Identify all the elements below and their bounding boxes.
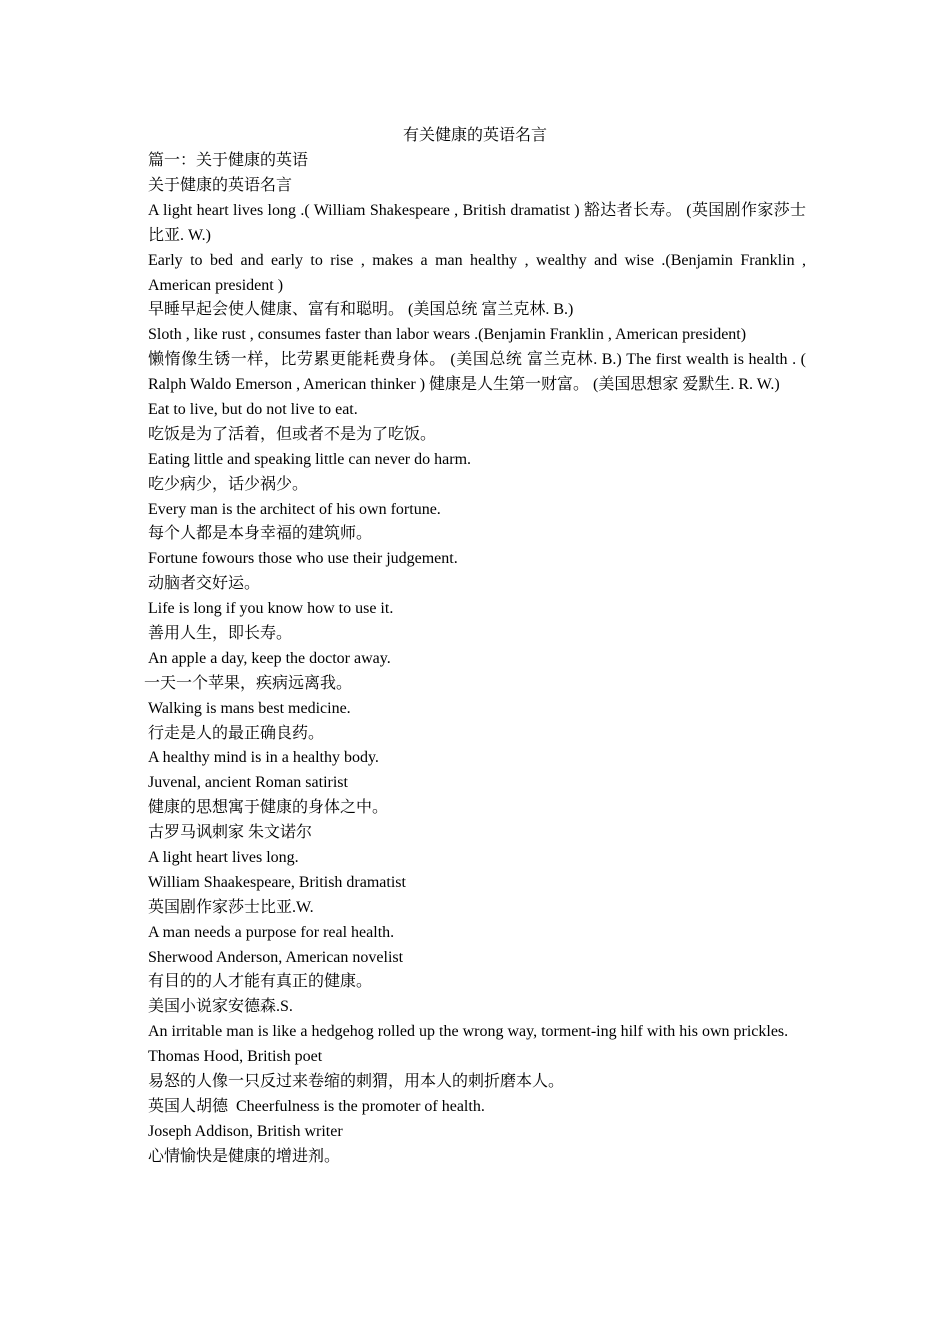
text-line: 每个人都是本身幸福的建筑师。 — [148, 525, 373, 543]
text-paragraph: 懒惰像生锈一样，比劳累更能耗费身体。 (美国总统 富兰克林. B.) The first wealth is health . ( Ralph Waldo Emerson , American thinker ) 健康是人生第一财富。 (美国思想家 爱默生. R. W.) — [148, 351, 806, 394]
text-line: 善用人生，即长寿。 — [148, 625, 293, 643]
text-line: Juvenal, ancient Roman satirist — [148, 774, 348, 792]
text-line: A man needs a purpose for real health. — [148, 923, 395, 941]
document-title: 有关健康的英语名言 — [402, 127, 547, 144]
text-line: A light heart lives long. — [148, 849, 299, 867]
text-line: Eat to live, but do not live to eat. — [148, 401, 358, 418]
text-line: Joseph Addison, British writer — [148, 1122, 343, 1140]
text-line: 英国剧作家莎士比亚.W. — [148, 898, 314, 916]
text-line: A healthy mind is in a healthy body. — [148, 749, 379, 767]
text-paragraph: A light heart lives long .( William Shakespeare , British dramatist ) 豁达者长寿。 (英国剧作家莎士比亚. W.) — [148, 201, 806, 244]
text-line: 早睡早起会使人健康、富有和聪明。 (美国总统 富兰克林. B.) — [148, 301, 574, 319]
text-line: 英国人胡德 Cheerfulness is the promoter of health. — [148, 1097, 485, 1115]
text-line: Sloth , like rust , consumes faster than labor wears .(Benjamin Franklin , American president) — [148, 326, 747, 344]
text-line: 篇一：关于健康的英语 — [148, 152, 309, 169]
text-line: 一天一个苹果，疾病远离我。 — [144, 674, 353, 692]
text-line: 古罗马讽刺家 朱文诺尔 — [148, 824, 313, 842]
text-line: 吃少病少，话少祸少。 — [148, 475, 309, 493]
text-line: 易怒的人像一只反过来卷缩的刺猬，用本人的刺折磨本人。 — [148, 1073, 565, 1091]
text-line: Walking is mans best medicine. — [148, 699, 351, 717]
text-line: Every man is the architect of his own fortune. — [148, 500, 441, 518]
text-line: 美国小说家安德森.S. — [148, 998, 293, 1016]
text-line: 心情愉快是健康的增进剂。 — [148, 1147, 341, 1165]
text-paragraph: An irritable man is like a hedgehog rolled up the wrong way, torment-ing hilf with his own prickles. — [148, 1023, 789, 1041]
text-line: 吃饭是为了活着，但或者不是为了吃饭。 — [148, 425, 437, 443]
document-body — [144, 149, 806, 1170]
text-line: Eating little and speaking little can never do harm. — [148, 450, 472, 468]
text-line: Fortune fowours those who use their judgement. — [148, 550, 458, 568]
text-line: 行走是人的最正确良药。 — [148, 724, 325, 742]
text-line: Sherwood Anderson, American novelist — [148, 948, 404, 966]
text-line: 关于健康的英语名言 — [148, 176, 293, 194]
text-paragraph: Early to bed and early to rise , makes a man healthy , wealthy and wise .(Benjamin Franklin , American president ) — [148, 251, 806, 294]
text-line: Life is long if you know how to use it. — [148, 600, 394, 618]
text-line: 有目的的人才能有真正的健康。 — [148, 973, 373, 991]
text-line: 动脑者交好运。 — [148, 575, 261, 593]
text-line: Thomas Hood, British poet — [148, 1048, 323, 1066]
text-line: William Shaakespeare, British dramatist — [148, 873, 406, 891]
text-line: An apple a day, keep the doctor away. — [148, 649, 391, 667]
text-line: 健康的思想寓于健康的身体之中。 — [148, 799, 389, 817]
